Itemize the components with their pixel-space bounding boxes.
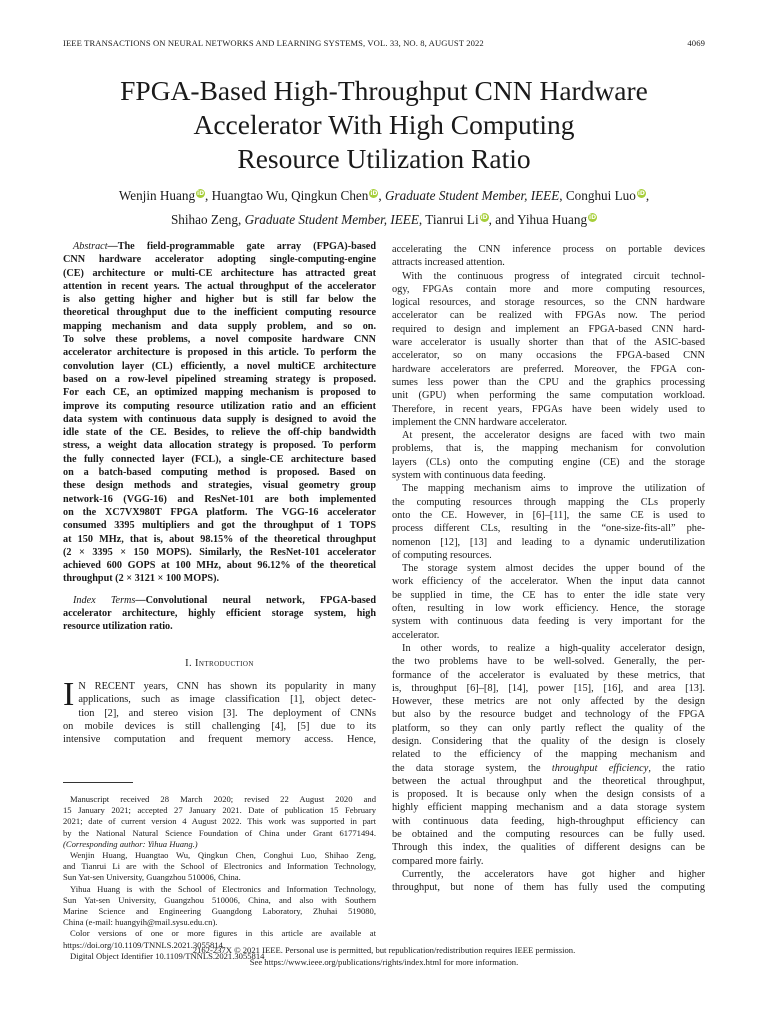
paragraph bbox=[392, 482, 705, 562]
text-line: be obtained and the computing resources can be fully used. bbox=[392, 829, 705, 841]
footnote-line: Digital Object Identifier 10.1109/TNNLS.2021.3055814 bbox=[70, 950, 265, 961]
text-line: related to the efficiency of the mapping mechanism and bbox=[392, 749, 705, 761]
footnotes bbox=[63, 794, 376, 962]
text-line: For each CE, an optimized mapping mechanism is proposed to bbox=[63, 387, 376, 399]
text-line: convolution layer (CL) efficiently, a novel multiCE architecture bbox=[63, 360, 376, 372]
text-line: At present, the accelerator designs are faced with two main bbox=[402, 430, 705, 442]
text-line: logical resources, and storage resources, so the CNN hardware bbox=[392, 297, 705, 309]
text-line: throughput, but none of them has fully used the computing bbox=[392, 882, 705, 894]
title-line: Accelerator With High Computing bbox=[193, 109, 575, 140]
text-line: formance of the accelerator is evaluated by these metrics, that bbox=[392, 669, 705, 681]
text-line: network-16 (VGG-16) and ResNet-101 are both implemented bbox=[63, 493, 376, 505]
text-line: stress, a weight data allocation strategy is proposed. To perform bbox=[63, 440, 376, 452]
text-line: accelerator, so on many occasions the FPGA-based CNN bbox=[392, 350, 705, 362]
text-line: at 150 MHz, that is, about 98.15% of the theoretical throughput bbox=[63, 533, 376, 545]
text-run: , the ratio bbox=[648, 762, 705, 774]
index-terms-label: Index Terms bbox=[73, 594, 136, 606]
author-name: , and Yihua Huang bbox=[488, 212, 588, 227]
text-line: sumes less power than the CPU and the graphics processing bbox=[392, 376, 705, 388]
footnote-line: China (e-mail: huangyih@mail.sysu.edu.cn). bbox=[63, 917, 218, 928]
paragraph bbox=[392, 243, 705, 270]
text-line: The storage system almost decides the upper bound of the bbox=[402, 563, 705, 575]
text-line: achieved 600 GOPS at 100 MHz, about 96.12% of the theoretical bbox=[63, 560, 376, 572]
author-name: Graduate Student Member, IEEE bbox=[244, 212, 419, 227]
text-line: unit (GPU) when performing the same computation workload. bbox=[392, 390, 705, 402]
index-terms bbox=[63, 594, 376, 634]
text-line: is also getting higher and higher but is still far below the bbox=[63, 294, 376, 306]
text-line: In other words, to realize a high-quality accelerator design, bbox=[402, 642, 705, 654]
text-line: work efficiency of the accelerator. When the input data cannot bbox=[392, 576, 705, 588]
text-line: mapping mechanism and data supply problem, and so on. bbox=[63, 320, 376, 332]
text-line: ware accelerator is usually shorter than that of the ASIC-based bbox=[392, 337, 705, 349]
paragraph bbox=[392, 429, 705, 482]
copyright-line: See https://www.ieee.org/publications/rights/index.html for more information. bbox=[249, 956, 519, 967]
title-line: FPGA-Based High-Throughput CNN Hardware bbox=[120, 75, 648, 106]
text-run: —Convolutional neural network, FPGA-based bbox=[135, 594, 376, 606]
text-line: intensive computation and frequent memory access. Hence, bbox=[63, 734, 376, 746]
text-line: with continuous data feeding, high-throughput efficiency can bbox=[392, 815, 705, 827]
text-line: based on a row-level pipelined streaming strategy is proposed. bbox=[63, 373, 376, 385]
text-run: —The field-programmable gate array (FPGA)-based bbox=[107, 241, 376, 252]
copyright-notice bbox=[63, 945, 705, 968]
text-line: However, these metrics are not only affected by the design bbox=[392, 696, 705, 708]
footnote-line: 2021; date of current version 4 August 2022. This work was supported in part bbox=[63, 816, 376, 827]
text-line: attention in recent years. The actual throughput of the accelerator bbox=[63, 280, 376, 292]
text-line: compared more fairly. bbox=[392, 855, 484, 867]
left-column bbox=[63, 240, 376, 746]
text-line: but also by the resource budget and technology of the FPGA bbox=[392, 709, 705, 721]
text-line: platform, so they can only partly reflect the quality of the bbox=[392, 722, 705, 734]
author-name: , Conghui Luo bbox=[559, 188, 636, 203]
text-line: hardware accelerators are preferred. Moreover, the FPGA con- bbox=[392, 363, 705, 375]
text-line: tion [2], and stereo vision [3]. The deployment of CNNs bbox=[78, 707, 376, 719]
text-run: the data storage system, the bbox=[392, 762, 552, 774]
text-line: is proposed. It is because only when the design consists of a bbox=[392, 789, 705, 801]
text-line: the computing resources through mapping the CLs properly bbox=[392, 496, 705, 508]
text-line: Therefore, in recent years, FPGAs have been widely used to bbox=[392, 403, 705, 415]
orcid-icon: iD bbox=[197, 189, 205, 197]
text-line: improve its computing resource utilization ratio and an efficient bbox=[63, 400, 376, 412]
orcid-icon: iD bbox=[637, 189, 645, 197]
text-line: (CE) architecture or multi-CE architecture has attracted great bbox=[63, 267, 376, 279]
paragraph bbox=[392, 642, 705, 868]
author-list bbox=[40, 184, 728, 232]
text-line: Through this index, the qualities of different designs can be bbox=[392, 842, 705, 854]
text-line: on a batch-based computing method is proposed. Based on bbox=[63, 467, 376, 479]
text-line: applications, such as image classification [1], object detec- bbox=[78, 694, 376, 706]
text-line: on mobile devices is still challenging [4], [5] due to its bbox=[63, 720, 376, 732]
author-line bbox=[40, 208, 728, 232]
footnote-line: Color versions of one or more figures in this article are available at bbox=[70, 928, 376, 939]
footnote-line: Marine Science and Engineering Guangdong Laboratory, Zhuhai 519080, bbox=[63, 906, 376, 917]
text-line: process different CLs, resulting in the “one-size-fits-all” phe- bbox=[392, 523, 705, 535]
orcid-icon: iD bbox=[370, 189, 378, 197]
text-line: onto the CE. However, in [6]–[11], the same CE is used to bbox=[392, 509, 705, 521]
footnote-line: Sun Yat-sen University, Guangzhou 510006, China, and also with Southern bbox=[63, 894, 376, 905]
text-line: is, throughput [6]–[8], [14], power [15], [16], and area [13]. bbox=[392, 682, 705, 694]
author-name: Shihao Zeng, bbox=[170, 212, 245, 227]
section-title: Introduction bbox=[195, 657, 254, 669]
footnote-line: Manuscript received 28 March 2020; revised 22 August 2020 and bbox=[70, 794, 376, 804]
right-column bbox=[392, 243, 705, 895]
footnote-line: by the National Natural Science Foundation of China under Grant 61771494. bbox=[63, 827, 376, 838]
text-line: accelerating the CNN inference process on portable devices bbox=[392, 244, 705, 255]
paragraph bbox=[392, 868, 705, 895]
abstract bbox=[63, 240, 376, 586]
orcid-icon: iD bbox=[480, 213, 488, 221]
text-line: (2 × 3395 × 150 MOPS). Similarly, the ResNet-101 accelerator bbox=[63, 546, 376, 558]
copyright-line: 2162-237X © 2021 IEEE. Personal use is permitted, but republication/redistribution requires IEEE permission. bbox=[192, 945, 576, 955]
text-line: data system with continuous data supply is designed to avoid the bbox=[63, 413, 376, 425]
footnote-line: Sun Yat-sen University, Guangzhou 510006, China. bbox=[63, 872, 241, 883]
text-line: With the continuous progress of integrated circuit technol- bbox=[402, 270, 705, 282]
text-line bbox=[63, 594, 376, 607]
intro-paragraph bbox=[63, 675, 376, 746]
text-line: layers (CLs) onto the computing engine (CE) and the storage bbox=[392, 456, 705, 468]
drop-cap: I bbox=[63, 675, 75, 713]
text-line: nomenon [12], [13] and leading to a dynamic underutilization bbox=[392, 536, 705, 548]
text-line: problems, that is, the mapping mechanism for convolution bbox=[392, 443, 705, 455]
text-line: required to design and implement an FPGA-based CNN hard- bbox=[392, 323, 705, 335]
text-line: often, resulting in low work efficiency. Hence, the storage bbox=[392, 603, 705, 615]
text-line: system with continuous data feeding. bbox=[392, 470, 546, 482]
text-line: design. Considering that the quality of the design is closely bbox=[392, 735, 705, 747]
section-numeral: I. bbox=[185, 657, 196, 669]
text-line: The mapping mechanism aims to improve the utilization of bbox=[402, 483, 705, 495]
text-line: N RECENT years, CNN has shown its popularity in many bbox=[78, 680, 376, 692]
text-line bbox=[392, 762, 705, 775]
text-line: on the XC7VX980T FPGA platform. The VGG-16 accelerator bbox=[63, 506, 376, 518]
text-line: theoretical throughput due to the inefficient computing resource bbox=[63, 307, 376, 319]
text-line: resource utilization ratio. bbox=[63, 621, 173, 633]
text-line: the fully connected layer (FCL), a single-CE architecture based bbox=[63, 453, 376, 465]
footnote-line: 15 January 2021; accepted 27 January 2021. Date of publication 15 February bbox=[63, 805, 376, 816]
text-line: accelerator architecture is proposed in this article. To perform the bbox=[63, 347, 376, 359]
text-line bbox=[63, 240, 376, 253]
text-line: be supplied in time, the CE has to enter the idle state very bbox=[392, 589, 705, 601]
text-line: throughput (2 × 3121 × 100 MOPS). bbox=[63, 573, 220, 585]
text-line: these design methods and strategies, visual geometry group bbox=[63, 480, 376, 492]
text-line: accelerator. bbox=[392, 629, 440, 641]
text-line: Currently, the accelerators have got higher and higher bbox=[402, 868, 705, 880]
text-line: To solve these problems, a novel composite hardware CNN bbox=[63, 334, 376, 346]
running-header bbox=[63, 38, 705, 50]
text-line: attracts increased attention. bbox=[392, 257, 505, 269]
text-line: system with continuous data feeding is very important for the bbox=[392, 616, 705, 628]
author-name: , Tianrui Li bbox=[418, 212, 479, 227]
journal-name: IEEE TRANSACTIONS ON NEURAL NETWORKS AND LEARNING SYSTEMS, VOL. 33, NO. 8, AUGUST 2022 bbox=[63, 38, 484, 48]
author-name: Graduate Student Member, IEEE bbox=[384, 188, 560, 203]
orcid-icon: iD bbox=[589, 213, 597, 221]
page-number: 4069 bbox=[687, 38, 705, 48]
author-name: Wenjin Huang bbox=[118, 188, 196, 203]
paper-title bbox=[40, 74, 728, 176]
abstract-label: Abstract bbox=[73, 241, 108, 252]
text-line: the two problems have to be well-solved. Generally, the per- bbox=[392, 656, 705, 668]
text-line: accelerator can be realized with FPGAs now. The period bbox=[392, 310, 705, 322]
text-line: consumed 3395 multipliers and got the throughput of 1 TOPS bbox=[63, 520, 376, 532]
paragraph bbox=[392, 270, 705, 430]
footnote-line: https://doi.org/10.1109/TNNLS.2021.3055814. bbox=[63, 939, 226, 950]
text-line: of computing resources. bbox=[392, 549, 492, 561]
emphasis-text: throughput efficiency bbox=[551, 762, 649, 774]
text-line: highly efficient mapping mechanism and a data storage system bbox=[392, 802, 705, 814]
footnote-line: Wenjin Huang, Huangtao Wu, Qingkun Chen, Conghui Luo, Shihao Zeng, bbox=[70, 850, 376, 861]
section-heading bbox=[63, 657, 376, 670]
text-line: CNN hardware accelerator adopting single-computing-engine bbox=[63, 254, 376, 266]
text-line: accelerator architecture, highly efficient storage system, high bbox=[63, 608, 376, 620]
title-line: Resource Utilization Ratio bbox=[237, 143, 531, 174]
author-name: , bbox=[645, 188, 650, 203]
text-line: ogy, FPGAs contain more and more computing resources, bbox=[392, 283, 705, 295]
author-name: , Huangtao Wu, Qingkun Chen bbox=[205, 188, 369, 203]
author-line bbox=[40, 184, 728, 208]
footnote-line: and Tianrui Li are with the School of Electronics and Information Technology, bbox=[63, 861, 376, 872]
text-line: idle state of the CE. Besides, to relieve the off-chip bandwidth bbox=[63, 427, 376, 439]
text-line: between the actual throughput and the theoretical throughput, bbox=[392, 775, 705, 787]
paragraph bbox=[392, 562, 705, 642]
footnote-line: (Corresponding author: Yihua Huang.) bbox=[63, 838, 198, 849]
text-line: implement the CNN hardware accelerator. bbox=[392, 416, 567, 428]
author-name: , bbox=[378, 188, 385, 203]
footnote-rule bbox=[63, 782, 133, 783]
footnote-line: Yihua Huang is with the School of Electronics and Information Technology, bbox=[70, 883, 376, 894]
